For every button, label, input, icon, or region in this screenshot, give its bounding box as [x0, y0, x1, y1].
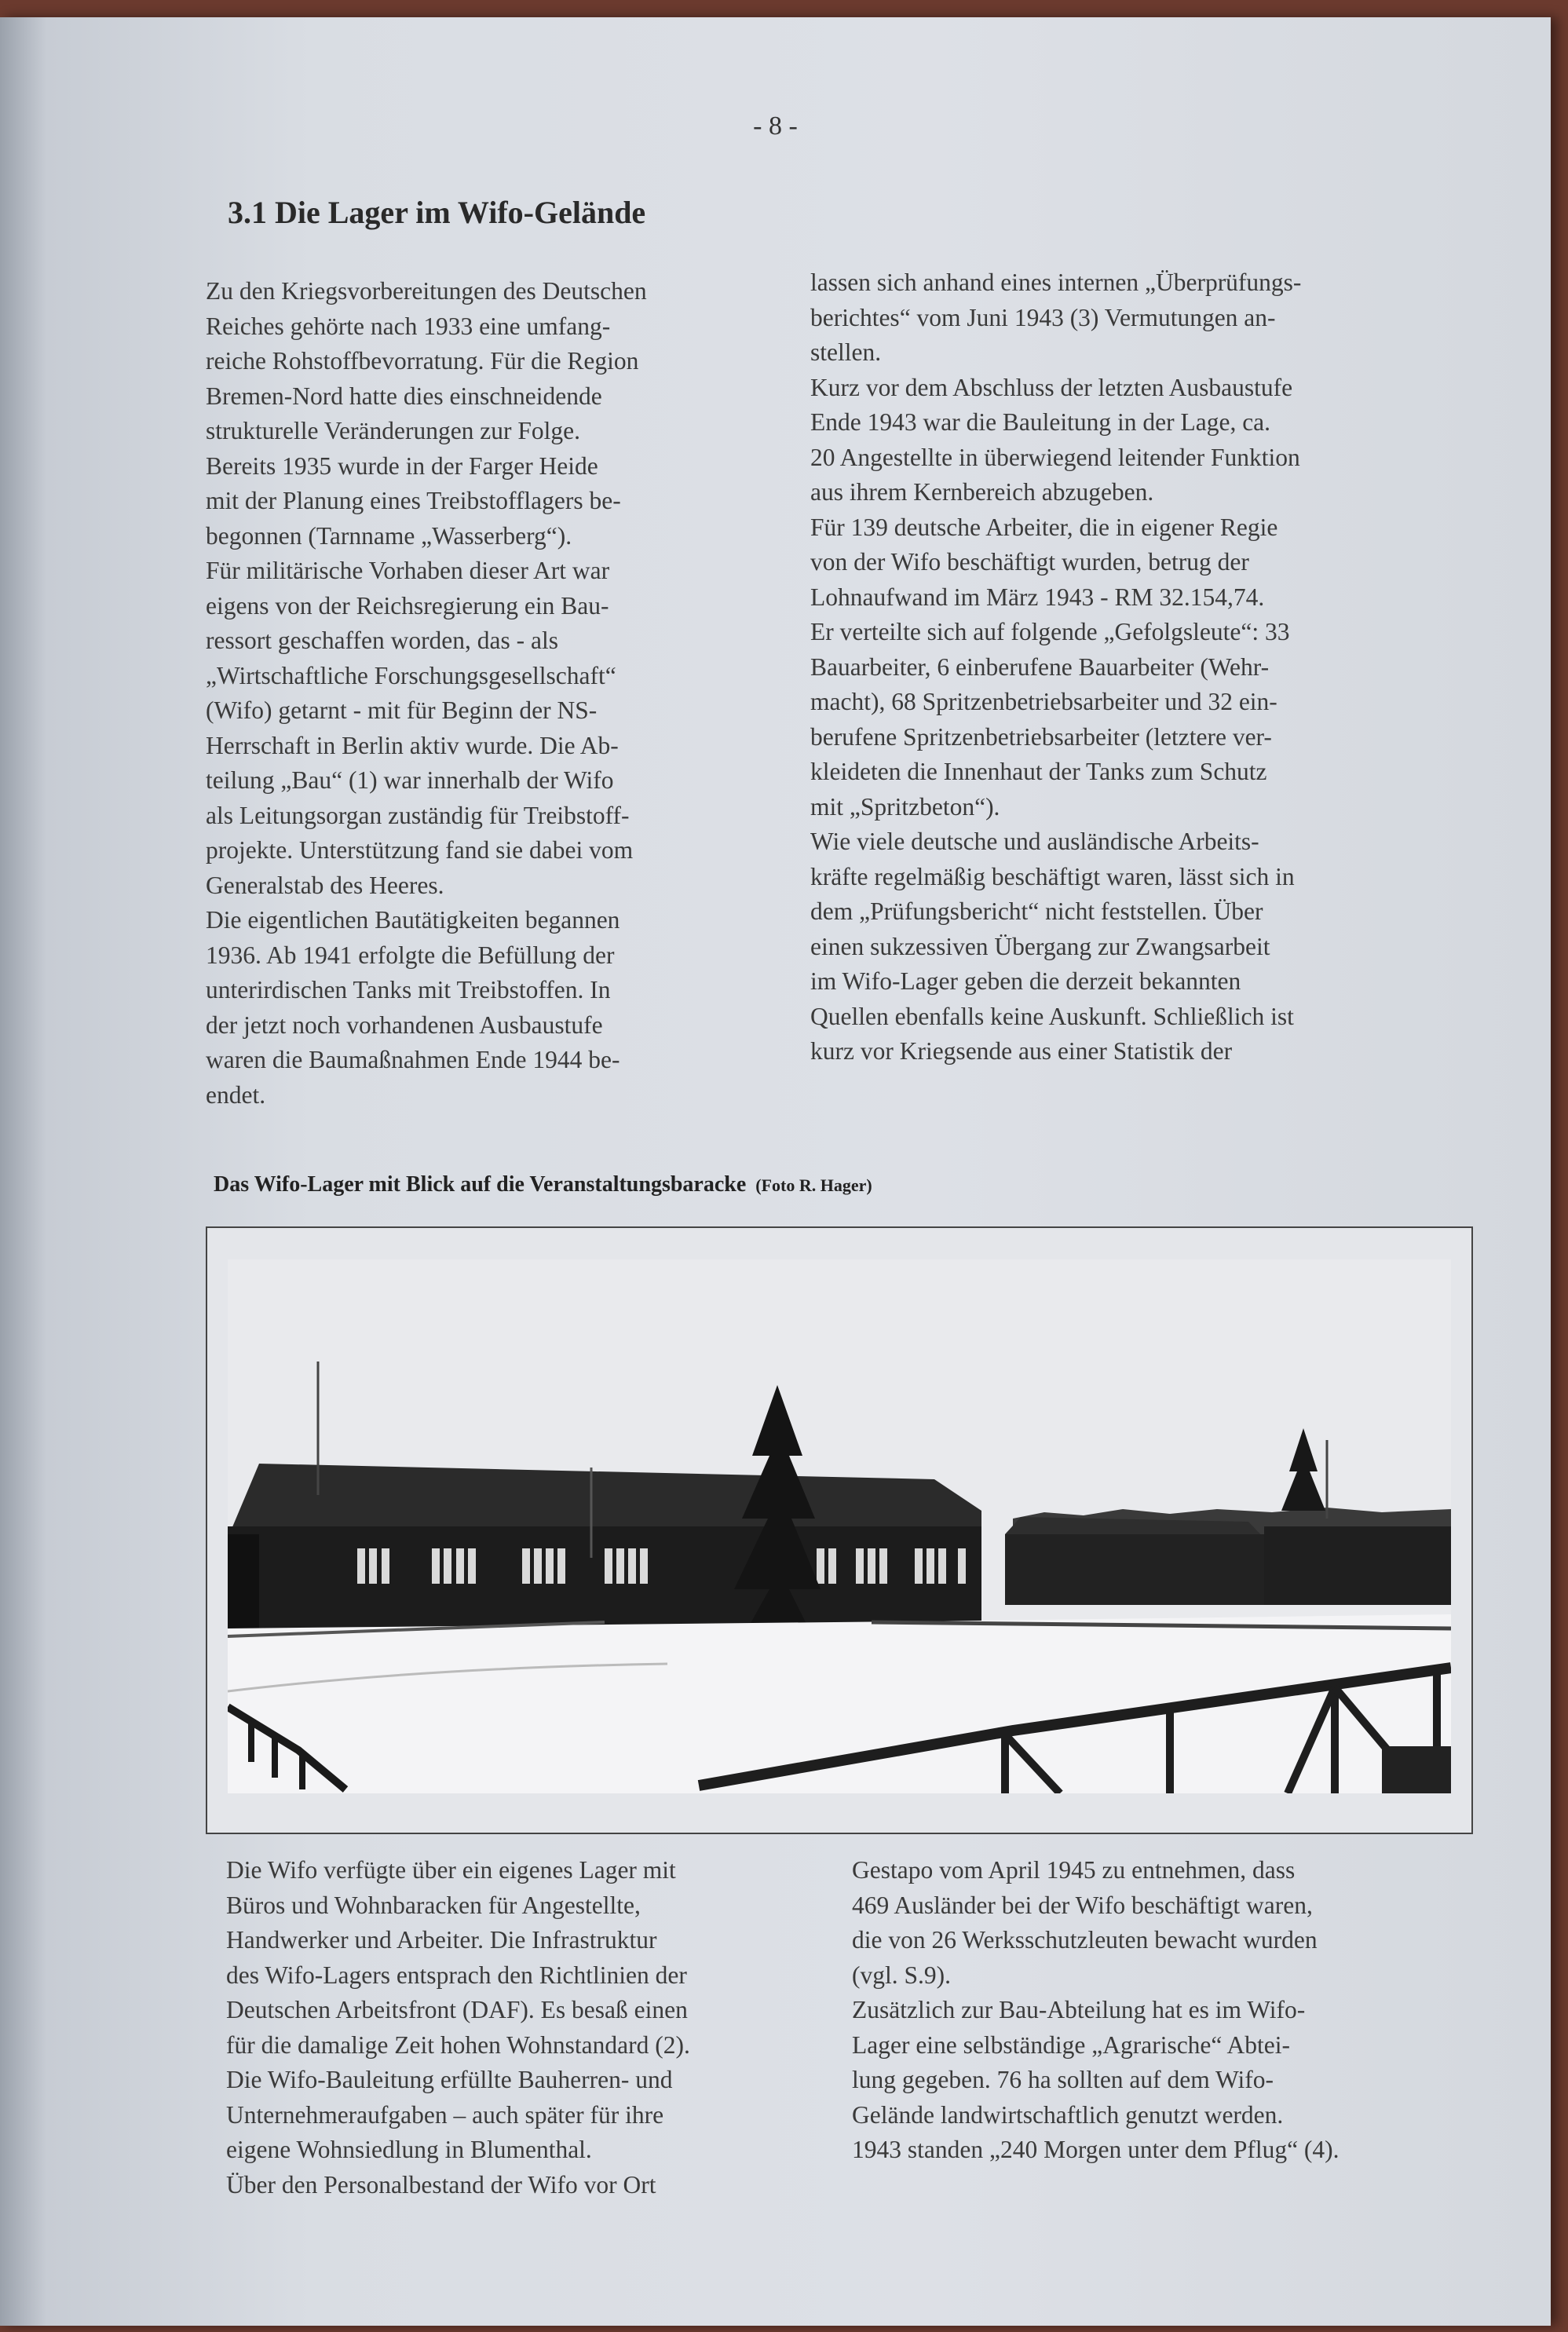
text-line: 1936. Ab 1941 erfolgte die Befüllung der [206, 941, 615, 969]
text-line: endet. [206, 1080, 266, 1109]
text-line: reiche Rohstoffbevorratung. Für die Region [206, 347, 639, 375]
text-line: projekte. Unterstützung fand sie dabei vom [206, 836, 634, 864]
text-line: Über den Personalbestand der Wifo vor Ort [226, 2170, 656, 2199]
text-line: berichtes“ vom Juni 1943 (3) Vermutungen an- [810, 303, 1276, 331]
text-line: Für 139 deutsche Arbeiter, die in eigener Regie [810, 513, 1278, 541]
text-line: lung gegeben. 76 ha sollten auf dem Wifo- [852, 2066, 1274, 2093]
text-line: 1943 standen „240 Morgen unter dem Pflug“ (4). [852, 2136, 1340, 2163]
text-line: im Wifo-Lager geben die derzeit bekannten [810, 967, 1241, 995]
text-line: (Wifo) getarnt - mit für Beginn der NS- [206, 696, 598, 724]
text-line: Herrschaft in Berlin aktiv wurde. Die Ab- [206, 731, 619, 759]
text-line: strukturelle Veränderungen zur Folge. [206, 417, 581, 444]
text-line: einen sukzessiven Übergang zur Zwangsarbeit [810, 932, 1270, 960]
text-line: 469 Ausländer bei der Wifo beschäftigt waren, [852, 1891, 1313, 1919]
text-line: Er verteilte sich auf folgende „Gefolgsleute“: 33 [810, 618, 1290, 645]
text-line: waren die Baumaßnahmen Ende 1944 be- [206, 1046, 620, 1073]
text-line: von der Wifo beschäftigt wurden, betrug der [810, 548, 1249, 576]
text-line: kurz vor Kriegsende aus einer Statistik der [810, 1037, 1233, 1065]
text-line: Die eigentlichen Bautätigkeiten begannen [206, 906, 620, 934]
text-line: Gestapo vom April 1945 zu entnehmen, dass [852, 1856, 1296, 1884]
text-line: macht), 68 Spritzenbetriebsarbeiter und 32 ein- [810, 688, 1277, 715]
text-column-bottom-left [226, 1853, 839, 2202]
text-line: mit „Spritzbeton“). [810, 792, 1000, 821]
text-line: Zusätzlich zur Bau-Abteilung hat es im Wifo- [852, 1996, 1306, 2023]
text-line: Kurz vor dem Abschluss der letzten Ausbaustufe [810, 373, 1293, 401]
text-line: berufene Spritzenbetriebsarbeiter (letztere ver- [810, 722, 1272, 751]
text-line: mit der Planung eines Treibstofflagers be- [206, 487, 621, 514]
text-line: lassen sich anhand eines internen „Überprüfungs- [810, 269, 1302, 296]
text-line: Bremen-Nord hatte dies einschneidende [206, 382, 602, 410]
text-line: stellen. [810, 338, 882, 366]
text-line: Lager eine selbständige „Agrarische“ Abtei- [852, 2030, 1291, 2059]
text-column-bottom-right [852, 1853, 1480, 2168]
text-line: Deutschen Arbeitsfront (DAF). Es besaß einen [226, 1996, 688, 2023]
text-line: teilung „Bau“ (1) war innerhalb der Wifo [206, 766, 614, 794]
text-line: Die Wifo-Bauleitung erfüllte Bauherren- und [226, 2066, 673, 2093]
text-line: der jetzt noch vorhandenen Ausbaustufe [206, 1011, 603, 1039]
text-line: Unternehmeraufgaben – auch später für ihre [226, 2100, 664, 2129]
text-line: eigene Wohnsiedlung in Blumenthal. [226, 2136, 592, 2163]
text-line: des Wifo-Lagers entsprach den Richtlinien der [226, 1961, 687, 1989]
text-line: Reiches gehörte nach 1933 eine umfang- [206, 312, 611, 340]
photo-frame [206, 1226, 1473, 1834]
text-line: „Wirtschaftliche Forschungsgesellschaft“ [206, 661, 616, 689]
figure-caption [214, 1172, 872, 1197]
text-line: Bereits 1935 wurde in der Farger Heide [206, 451, 598, 480]
text-line: Quellen ebenfalls keine Auskunft. Schließlich ist [810, 1002, 1294, 1030]
camp-photo [228, 1259, 1451, 1793]
page-number: - 8 - [753, 111, 798, 141]
text-line: aus ihrem Kernbereich abzugeben. [810, 478, 1154, 506]
text-line: begonnen (Tarnname „Wasserberg“). [206, 521, 572, 550]
text-line: Gelände landwirtschaftlich genutzt werden. [852, 2100, 1284, 2129]
text-line: Bauarbeiter, 6 einberufene Bauarbeiter (Wehr- [810, 652, 1270, 681]
text-line: Lohnaufwand im März 1943 - RM 32.154,74. [810, 583, 1265, 611]
text-line: Generalstab des Heeres. [206, 871, 444, 899]
text-line: unterirdischen Tanks mit Treibstoffen. In [206, 976, 611, 1003]
text-line: die von 26 Werksschutzleuten bewacht wurden [852, 1926, 1318, 1954]
text-line: dem „Prüfungsbericht“ nicht feststellen. Über [810, 897, 1263, 925]
text-line: Büros und Wohnbaracken für Angestellte, [226, 1891, 641, 1919]
text-line: kräfte regelmäßig beschäftigt waren, lässt sich in [810, 862, 1295, 890]
text-line: ressort geschaffen worden, das - als [206, 627, 559, 654]
text-line: kleideten die Innenhaut der Tanks zum Schutz [810, 758, 1267, 785]
section-heading: 3.1 Die Lager im Wifo-Gelände [228, 195, 646, 230]
text-line: Die Wifo verfügte über ein eigenes Lager mit [226, 1856, 676, 1884]
text-line: Zu den Kriegsvorbereitungen des Deutschen [206, 277, 647, 305]
text-line: Wie viele deutsche und ausländische Arbeits- [810, 828, 1259, 855]
text-line: Für militärische Vorhaben dieser Art war [206, 557, 610, 584]
document-page [0, 17, 1551, 2326]
text-line: Handwerker und Arbeiter. Die Infrastruktur [226, 1926, 657, 1954]
photo-credit: (Foto R. Hager) [755, 1175, 872, 1195]
text-line: 20 Angestellte in überwiegend leitender Funktion [810, 443, 1300, 471]
text-line: für die damalige Zeit hohen Wohnstandard (2). [226, 2030, 690, 2059]
text-line: eigens von der Reichsregierung ein Bau- [206, 591, 609, 620]
caption-text: Das Wifo-Lager mit Blick auf die Veranstaltungsbaracke [214, 1172, 747, 1197]
text-column-left [206, 274, 755, 1113]
text-line: (vgl. S.9). [852, 1961, 951, 1989]
text-line: als Leitungsorgan zuständig für Treibstoff- [206, 801, 630, 829]
text-column-right [810, 265, 1462, 1069]
text-line: Ende 1943 war die Bauleitung in der Lage, ca. [810, 408, 1271, 436]
